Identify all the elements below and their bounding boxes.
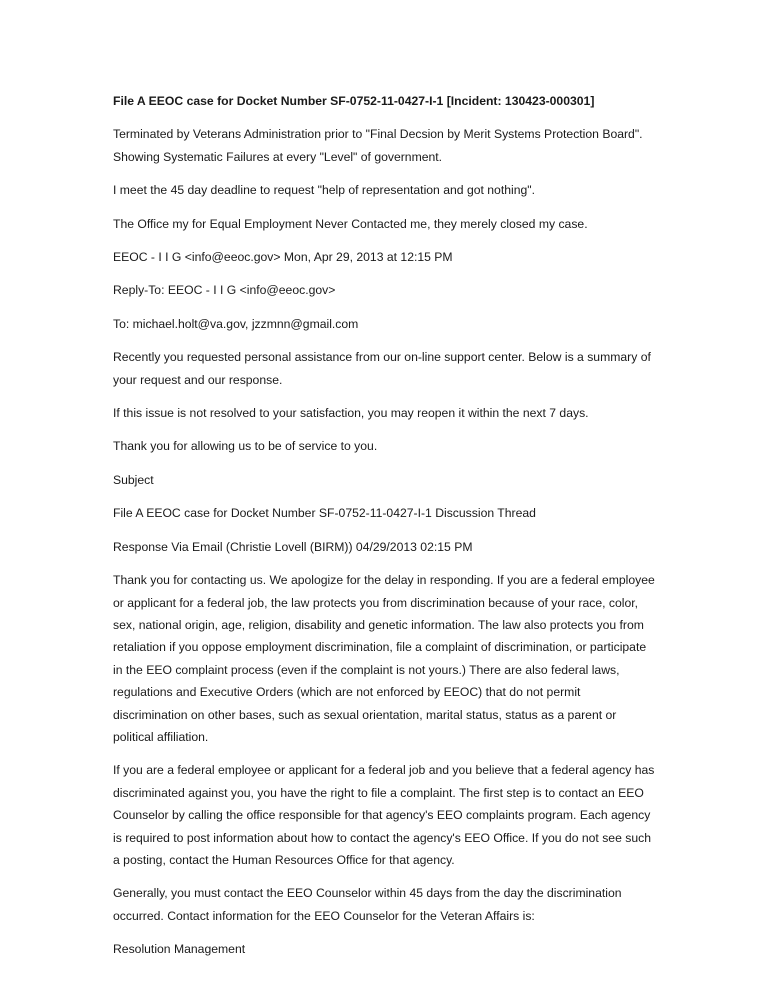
document-page (113, 90, 658, 972)
body-paragraph-thanks: Thank you for allowing us to be of service to you. (113, 439, 378, 454)
response-line: Response Via Email (Christie Lovell (BIRM)) 04/29/2013 02:15 PM (113, 539, 473, 554)
intro-paragraph-deadline: I meet the 45 day deadline to request "help of representation and got nothing". (113, 183, 535, 198)
document-title: File A EEOC case for Docket Number SF-0752-11-0427-I-1 [Incident: 130423-000301] (113, 94, 595, 108)
subject-label: Subject (113, 472, 154, 487)
intro-paragraph-termination: Terminated by Veterans Administration prior to "Final Decsion by Merit Systems Protection Board". Showing Systematic Failures at every "Level" of government. (113, 127, 643, 164)
body-paragraph-reopen: If this issue is not resolved to your satisfaction, you may reopen it within the next 7 days. (113, 406, 589, 421)
email-reply-to-line: Reply-To: EEOC - I I G <info@eeoc.gov> (113, 283, 336, 298)
body-paragraph-request: Recently you requested personal assistance from our on-line support center. Below is a summary of your request and our response. (113, 350, 651, 387)
email-from-line: EEOC - I I G <info@eeoc.gov> Mon, Apr 29, 2013 at 12:15 PM (113, 250, 453, 265)
subject-value: File A EEOC case for Docket Number SF-0752-11-0427-I-1 Discussion Thread (113, 506, 536, 521)
response-paragraph-complaint: If you are a federal employee or applicant for a federal job and you believe that a federal agency has discriminated against you, you have the right to file a complaint. The first step is to contact an EEO Counselor by calling the office responsible for that agency's EEO complaints program. Each agency is required to post information about how to contact the agency's EEO Office. If you do not see such a posting, contact the Human Resources Office for that agency. (113, 763, 655, 867)
response-paragraph-deadline: Generally, you must contact the EEO Counselor within 45 days from the day the discrimination occurred. Contact information for the EEO Counselor for the Veteran Affairs is: (113, 886, 622, 923)
intro-paragraph-office: The Office my for Equal Employment Never Contacted me, they merely closed my case. (113, 216, 588, 231)
response-paragraph-protections: Thank you for contacting us. We apologize for the delay in responding. If you are a federal employee or applicant for a federal job, the law protects you from discrimination because of your race, color, sex, national origin, age, religion, disability and genetic information. The law also protects you from retaliation if you oppose employment discrimination, file a complaint of discrimination, or participate in the EEO complaint process (even if the complaint is not yours.) There are also federal laws, regulations and Executive Orders (which are not enforced by EEOC) that do not permit discrimination on other bases, such as sexual orientation, marital status, status as a parent or political affiliation. (113, 573, 655, 744)
response-paragraph-resolution: Resolution Management (113, 942, 246, 957)
email-to-line: To: michael.holt@va.gov, jzzmnn@gmail.com (113, 316, 359, 331)
